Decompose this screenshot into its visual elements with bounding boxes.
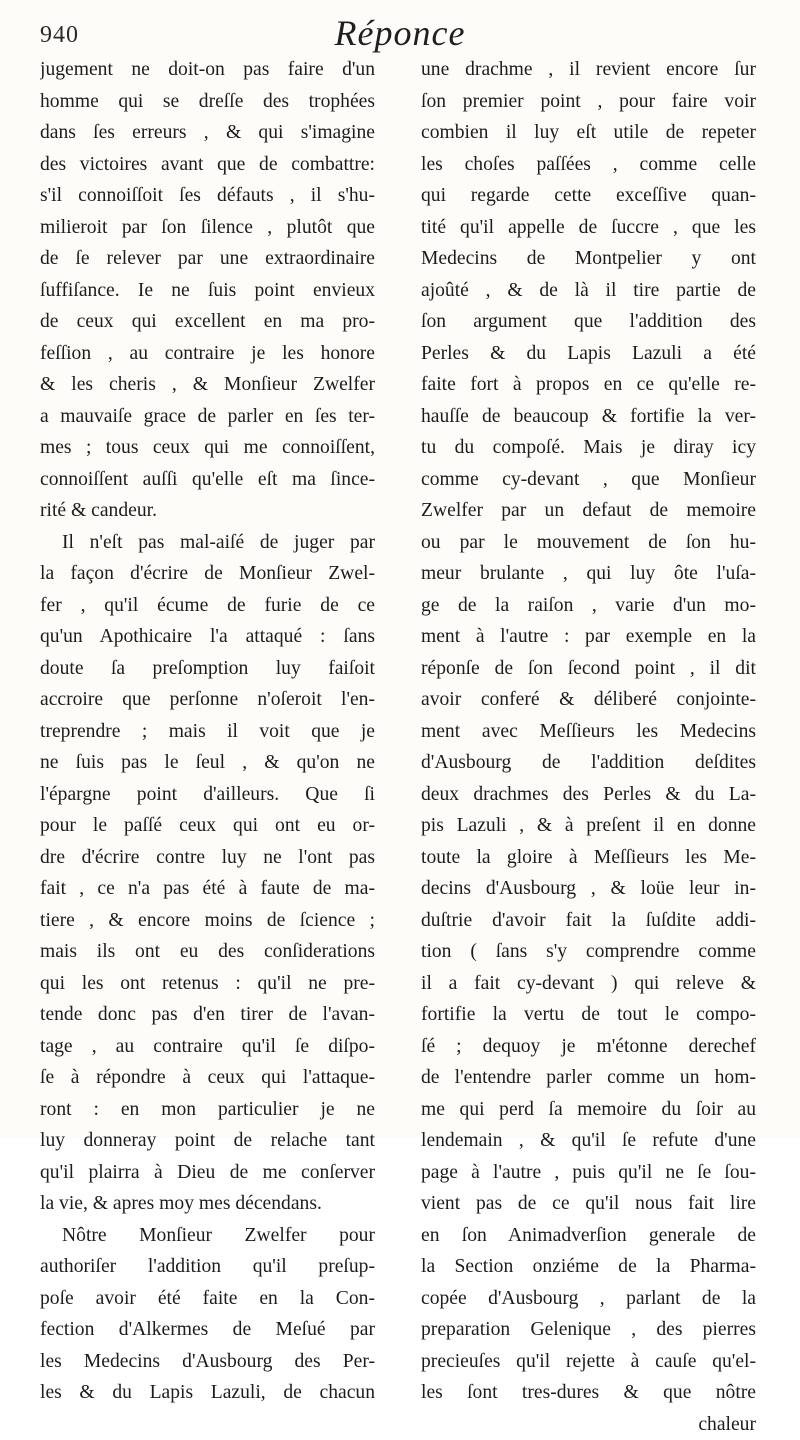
text-line: connoiſſent auſſi qu'elle eſt ma ſince- bbox=[40, 464, 375, 496]
text-line: il a fait cy-devant ) qui releve & bbox=[421, 968, 756, 1000]
text-line: mes ; tous ceux qui me connoiſſent, bbox=[40, 432, 375, 464]
text-line: me qui perd ſa memoire du ſoir au bbox=[421, 1094, 756, 1126]
text-line: treprendre ; mais il voit que je bbox=[40, 716, 375, 748]
text-line: tité qu'il appelle de ſuccre , que les bbox=[421, 212, 756, 244]
text-line: ment à l'autre : par exemple en la bbox=[421, 621, 756, 653]
text-line: pour le paſſé ceux qui ont eu or- bbox=[40, 810, 375, 842]
text-line: ment avec Meſſieurs les Medecins bbox=[421, 716, 756, 748]
text-line: faite fort à propos en ce qu'elle re- bbox=[421, 369, 756, 401]
text-line: tiere , & encore moins de ſcience ; bbox=[40, 905, 375, 937]
text-line: dre d'écrire contre luy ne l'ont pas bbox=[40, 842, 375, 874]
text-line: fortifie la vertu de tout le compo- bbox=[421, 999, 756, 1031]
text-line: les & du Lapis Lazuli, de chacun bbox=[40, 1377, 375, 1409]
text-line: ajoûté , & de là il tire partie de bbox=[421, 275, 756, 307]
text-line: deux drachmes des Perles & du La- bbox=[421, 779, 756, 811]
text-line: les ſont tres-dures & que nôtre bbox=[421, 1377, 756, 1409]
text-line: combien il luy eſt utile de repeter bbox=[421, 117, 756, 149]
text-line: meur brulante , qui luy ôte l'uſa- bbox=[421, 558, 756, 590]
text-line: ge de la raiſon , varie d'un mo- bbox=[421, 590, 756, 622]
text-line: qui regarde cette exceſſive quan- bbox=[421, 180, 756, 212]
text-line: vient pas de ce qu'il nous fait lire bbox=[421, 1188, 756, 1220]
text-line: la façon d'écrire de Monſieur Zwel- bbox=[40, 558, 375, 590]
text-line: l'épargne point d'ailleurs. Que ſi bbox=[40, 779, 375, 811]
text-line: tende donc pas d'en tirer de l'avan- bbox=[40, 999, 375, 1031]
text-line: & les cheris , & Monſieur Zwelfer bbox=[40, 369, 375, 401]
running-title: Réponce bbox=[0, 12, 800, 54]
text-line: ne ſuis pas le ſeul , & qu'on ne bbox=[40, 747, 375, 779]
text-line: qu'un Apothicaire l'a attaqué : ſans bbox=[40, 621, 375, 653]
text-line: poſe avoir été faite en la Con- bbox=[40, 1283, 375, 1315]
text-line: copée d'Ausbourg , parlant de la bbox=[421, 1283, 756, 1315]
text-line: fer , qu'il écume de furie de ce bbox=[40, 590, 375, 622]
text-line: en ſon Animadverſion generale de bbox=[421, 1220, 756, 1252]
text-line: luy donneray point de relache tant bbox=[40, 1125, 375, 1157]
text-line: a mauvaiſe grace de parler en ſes ter- bbox=[40, 401, 375, 433]
text-line: d'Ausbourg de l'addition deſdites bbox=[421, 747, 756, 779]
text-line: avoir conferé & déliberé conjointe- bbox=[421, 684, 756, 716]
text-line: decins d'Ausbourg , & loüe leur in- bbox=[421, 873, 756, 905]
text-line: ront : en mon particulier je ne bbox=[40, 1094, 375, 1126]
text-line: des victoires avant que de combattre: bbox=[40, 149, 375, 181]
text-line: qu'il plairra à Dieu de me conſerver bbox=[40, 1157, 375, 1189]
text-line: ſon premier point , pour faire voir bbox=[421, 86, 756, 118]
text-line: de l'entendre parler comme un hom- bbox=[421, 1062, 756, 1094]
text-line: une drachme , il revient encore ſur bbox=[421, 54, 756, 86]
text-line: les choſes paſſées , comme celle bbox=[421, 149, 756, 181]
text-line: tage , au contraire qu'il ſe diſpo- bbox=[40, 1031, 375, 1063]
text-line: accroire que perſonne n'oſeroit l'en- bbox=[40, 684, 375, 716]
text-line: page à l'autre , puis qu'il ne ſe ſou- bbox=[421, 1157, 756, 1189]
left-text-column bbox=[40, 54, 375, 1409]
text-line: Zwelfer par un defaut de memoire bbox=[421, 495, 756, 527]
text-line: la Section onziéme de la Pharma- bbox=[421, 1251, 756, 1283]
text-line: chaleur bbox=[421, 1409, 756, 1440]
text-line: precieuſes qu'il rejette à cauſe qu'el- bbox=[421, 1346, 756, 1378]
text-line: hauſſe de beaucoup & fortifie la ver- bbox=[421, 401, 756, 433]
text-line: les Medecins d'Ausbourg des Per- bbox=[40, 1346, 375, 1378]
text-line: duſtrie d'avoir fait la ſuſdite addi- bbox=[421, 905, 756, 937]
text-line: ſon argument que l'addition des bbox=[421, 306, 756, 338]
right-text-column bbox=[421, 54, 756, 1440]
text-line: homme qui se dreſſe des trophées bbox=[40, 86, 375, 118]
text-line: lendemain , & qu'il ſe refute d'une bbox=[421, 1125, 756, 1157]
text-line: mais ils ont eu des conſiderations bbox=[40, 936, 375, 968]
text-line: s'il connoiſſoit ſes défauts , il s'hu- bbox=[40, 180, 375, 212]
text-line: de ceux qui excellent en ma pro- bbox=[40, 306, 375, 338]
text-line: fait , ce n'a pas été à faute de ma- bbox=[40, 873, 375, 905]
page-number: 940 bbox=[40, 22, 79, 49]
text-line: ſe à répondre à ceux qui l'attaque- bbox=[40, 1062, 375, 1094]
text-line: ſuffiſance. Ie ne ſuis point envieux bbox=[40, 275, 375, 307]
text-line: la vie, & apres moy mes décendans. bbox=[40, 1188, 375, 1220]
text-line: Medecins de Montpelier y ont bbox=[421, 243, 756, 275]
text-line: pis Lazuli , & à preſent il en donne bbox=[421, 810, 756, 842]
text-line: milieroit par ſon ſilence , plutôt que bbox=[40, 212, 375, 244]
text-line: tion ( ſans s'y comprendre comme bbox=[421, 936, 756, 968]
text-line: jugement ne doit-on pas faire d'un bbox=[40, 54, 375, 86]
text-line: ſé ; dequoy je m'étonne derechef bbox=[421, 1031, 756, 1063]
text-line: rité & candeur. bbox=[40, 495, 375, 527]
text-line: Il n'eſt pas mal-aiſé de juger par bbox=[40, 527, 375, 559]
text-line: fection d'Alkermes de Meſué par bbox=[40, 1314, 375, 1346]
text-line: tu du compoſé. Mais je diray icy bbox=[421, 432, 756, 464]
text-line: comme cy-devant , que Monſieur bbox=[421, 464, 756, 496]
text-line: qui les ont retenus : qu'il ne pre- bbox=[40, 968, 375, 1000]
text-line: ou par le mouvement de ſon hu- bbox=[421, 527, 756, 559]
text-line: doute ſa preſomption luy faiſoit bbox=[40, 653, 375, 685]
text-line: feſſion , au contraire je les honore bbox=[40, 338, 375, 370]
text-line: toute la gloire à Meſſieurs les Me- bbox=[421, 842, 756, 874]
text-line: Perles & du Lapis Lazuli a été bbox=[421, 338, 756, 370]
text-line: dans ſes erreurs , & qui s'imagine bbox=[40, 117, 375, 149]
text-line: de ſe relever par une extraordinaire bbox=[40, 243, 375, 275]
text-line: authoriſer l'addition qu'il preſup- bbox=[40, 1251, 375, 1283]
text-line: réponſe de ſon ſecond point , il dit bbox=[421, 653, 756, 685]
text-line: Nôtre Monſieur Zwelfer pour bbox=[40, 1220, 375, 1252]
text-line: preparation Gelenique , des pierres bbox=[421, 1314, 756, 1346]
